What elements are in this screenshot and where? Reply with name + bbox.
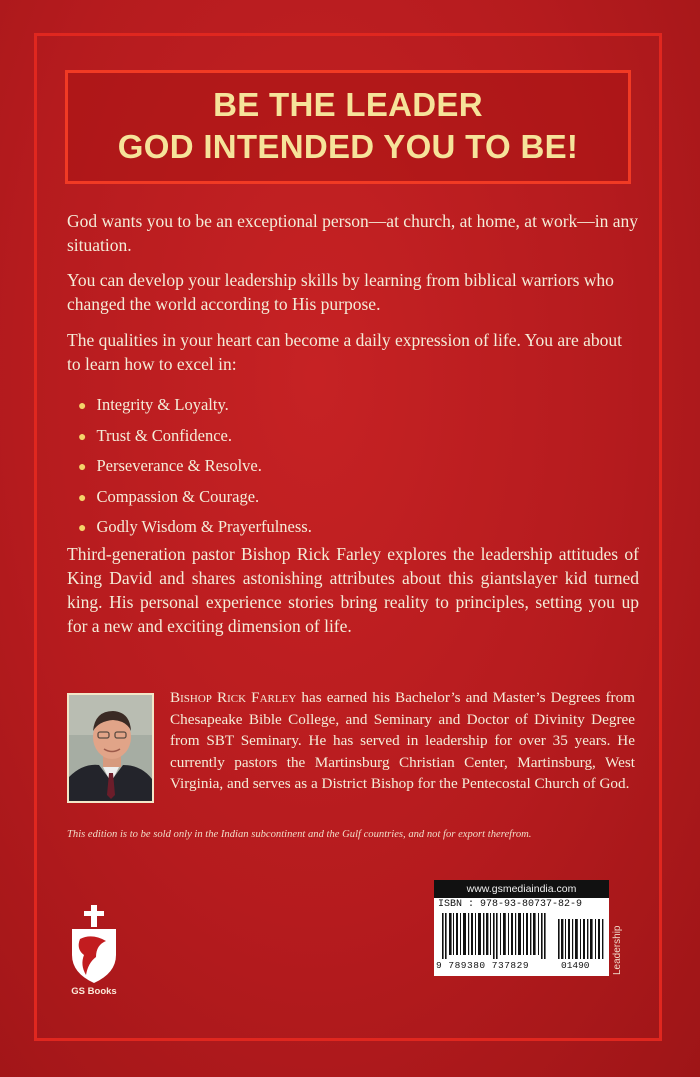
barcode-addon: 01490 xyxy=(561,960,590,971)
list-item-text: Compassion & Courage. xyxy=(96,486,260,506)
list-item xyxy=(78,424,312,455)
author-bio-text: has earned his Bachelor’s and Master’s Degrees from Chesapeake Bible College, and Seminary and Doctor of Divinity Degree from SBT Seminary. He has served in leadership for over 35 years. He currently pastors the Martinsburg Christian Center, Martinsburg, West Virginia, and serves as a District Bishop for the Pentecostal Church of God. xyxy=(170,689,635,792)
headline xyxy=(65,84,631,168)
qualities-list xyxy=(78,393,312,546)
author-photo xyxy=(67,693,154,803)
list-item-text: Godly Wisdom & Prayerfulness. xyxy=(96,517,312,536)
author-portrait-icon xyxy=(69,695,152,801)
publisher-url: www.gsmediaindia.com xyxy=(434,880,609,898)
list-item xyxy=(78,515,312,546)
isbn-text: ISBN : 978-93-80737-82-9 xyxy=(438,899,583,910)
intro-paragraph-3: The qualities in your heart can become a daily expression of life. You are about to learn how to excel in: xyxy=(67,330,622,374)
bullet-icon: ● xyxy=(78,521,87,536)
author-bio xyxy=(170,687,635,795)
bullet-icon: ● xyxy=(78,429,87,445)
author-name: Bishop Rick Farley xyxy=(170,689,297,706)
publisher-name: GS Books xyxy=(71,986,117,997)
barcode-digits: 9 789380 737829 xyxy=(436,960,530,971)
summary-paragraph: Third-generation pastor Bishop Rick Farley explores the leadership attitudes of King David and shares astonishing attributes about this giantslayer kid turned king. His personal experience stories bring reality to principles, setting you up for a new and exciting dimension of life. xyxy=(67,544,639,636)
category-label: Leadership xyxy=(612,925,623,975)
list-item xyxy=(78,454,312,485)
sales-notice: This edition is to be sold only in the Indian subcontinent and the Gulf countries, and not for export therefrom. xyxy=(67,829,532,840)
bullet-icon: ● xyxy=(78,460,87,475)
list-item-text: Trust & Confidence. xyxy=(96,425,232,445)
headline-line-1: BE THE LEADER xyxy=(213,86,483,123)
list-item-text: Integrity & Loyalty. xyxy=(96,395,229,414)
gs-books-logo-icon xyxy=(66,905,122,985)
headline-line-2: GOD INTENDED YOU TO BE! xyxy=(117,128,579,165)
bullet-icon: ● xyxy=(78,399,87,414)
list-item xyxy=(78,393,312,424)
bullet-icon: ● xyxy=(78,490,87,506)
list-item xyxy=(78,485,312,516)
intro-paragraph-1: God wants you to be an exceptional person—at church, at home, at work—in any situation. xyxy=(67,211,639,255)
list-item-text: Perseverance & Resolve. xyxy=(96,456,262,475)
barcode-icon xyxy=(440,913,606,959)
intro-paragraph-2: You can develop your leadership skills by learning from biblical warriors who changed the world according to His purpose. xyxy=(67,270,614,314)
